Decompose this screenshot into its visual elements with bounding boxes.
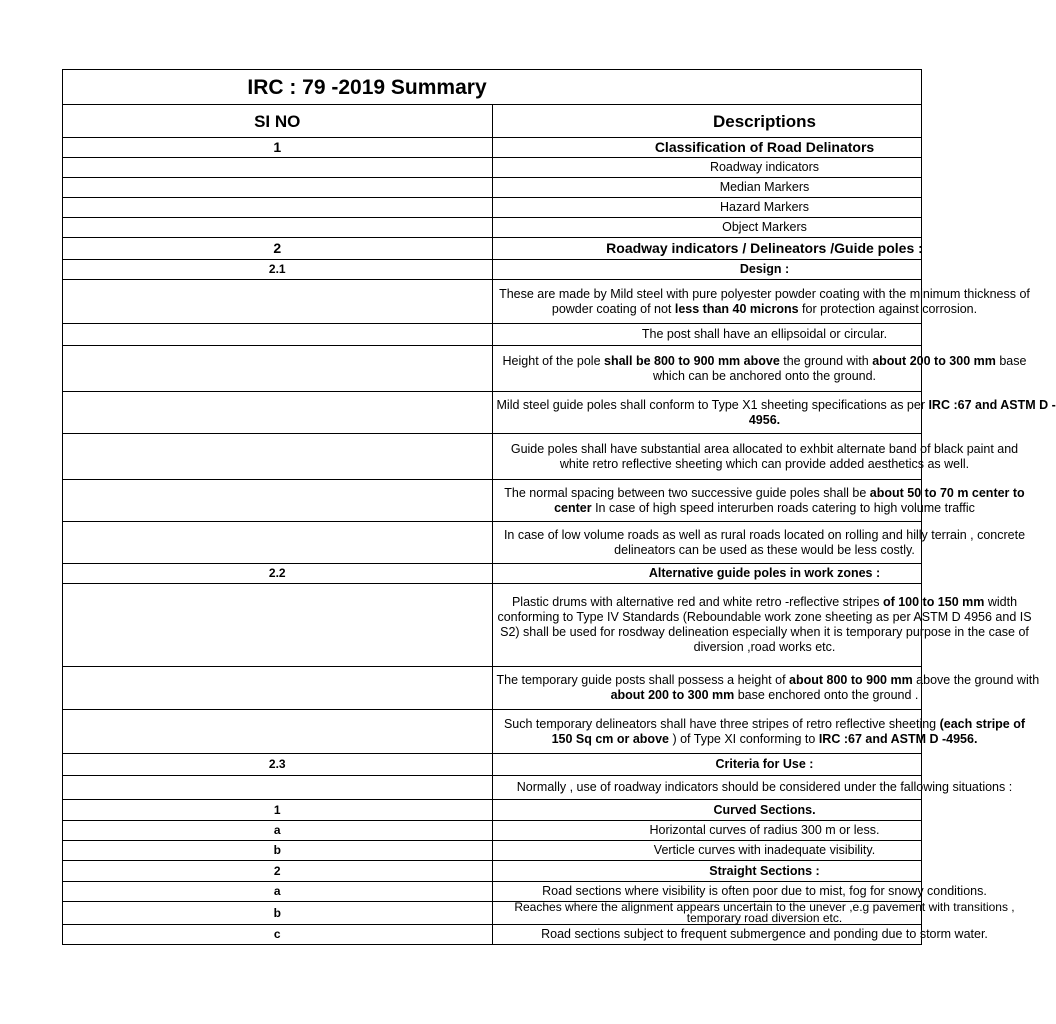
table-row: 1 Curved Sections. (63, 800, 922, 821)
header-descriptions: Descriptions (492, 105, 922, 138)
sheet-title: IRC : 79 -2019 Summary (63, 70, 922, 105)
table-row: 2 Straight Sections : (63, 861, 922, 882)
table-row: Height of the pole shall be 800 to 900 mm above the ground with about 200 to 300 mm base which can be anchored onto the ground. (63, 346, 922, 392)
summary-table (62, 69, 1056, 945)
table-row: Roadway indicators (63, 158, 922, 178)
table-row: The post shall have an ellipsoidal or circular. (63, 324, 922, 346)
table-row: Such temporary delineators shall have three stripes of retro reflective sheeting (each stripe of 150 Sq cm or above ) of Type XI conforming to IRC :67 and ASTM D -4956. (63, 710, 922, 754)
table-row: Object Markers (63, 218, 922, 238)
table-row: a Horizontal curves of radius 300 m or less. (63, 821, 922, 841)
table-row: b Verticle curves with inadequate visibility. (63, 841, 922, 861)
table-row: Mild steel guide poles shall conform to Type X1 sheeting specifications as per IRC :67 and ASTM D - 4956. (63, 392, 922, 434)
spreadsheet (62, 69, 1056, 945)
table-row: b Reaches where the alignment appears uncertain to the unever ,e.g pavement with transitions , temporary road diversion etc. (63, 902, 922, 925)
table-row: c Road sections subject to frequent submergence and ponding due to storm water. (63, 925, 922, 945)
table-row: 2.3 Criteria for Use : (63, 754, 922, 776)
header-sl-no: SI NO (63, 105, 493, 138)
table-row: Plastic drums with alternative red and white retro -reflective stripes of 100 to 150 mm width conforming to Type IV Standards (Reboundable work zone sheeting as per ASTM D 4956 and IS S2) shall be used for rosdway delineation especially when it is temporary purpose in the case of diversion ,road works etc. (63, 584, 922, 667)
table-row: Normally , use of roadway indicators should be considered under the fallowing situations : (63, 776, 922, 800)
table-row: Median Markers (63, 178, 922, 198)
header-row (63, 105, 922, 138)
title-row (63, 70, 922, 105)
table-row: 2.2 Alternative guide poles in work zones : (63, 564, 922, 584)
table-row: 2 Roadway indicators / Delineators /Guide poles : (63, 238, 922, 260)
table-row: a Road sections where visibility is often poor due to mist, fog for snowy conditions. (63, 882, 922, 902)
table-row: The temporary guide posts shall possess a height of about 800 to 900 mm above the ground with about 200 to 300 mm base enchored onto the ground . (63, 667, 922, 710)
table-row: In case of low volume roads as well as rural roads located on rolling and hilly terrain , concrete delineators can be used as these would be less costly. (63, 522, 922, 564)
table-row: The normal spacing between two successive guide poles shall be about 50 to 70 m center to center In case of high speed interurben roads catering to high volume traffic (63, 480, 922, 522)
table-row: 2.1 Design : (63, 260, 922, 280)
table-row: Hazard Markers (63, 198, 922, 218)
table-row: These are made by Mild steel with pure polyester powder coating with the minimum thickness of powder coating of not less than 40 microns for protection against corrosion. (63, 280, 922, 324)
table-row: 1 Classification of Road Delinators (63, 138, 922, 158)
table-row: Guide poles shall have substantial area allocated to exhbit alternate band of black paint and white retro reflective sheeting which can provide added aesthetics as well. (63, 434, 922, 480)
